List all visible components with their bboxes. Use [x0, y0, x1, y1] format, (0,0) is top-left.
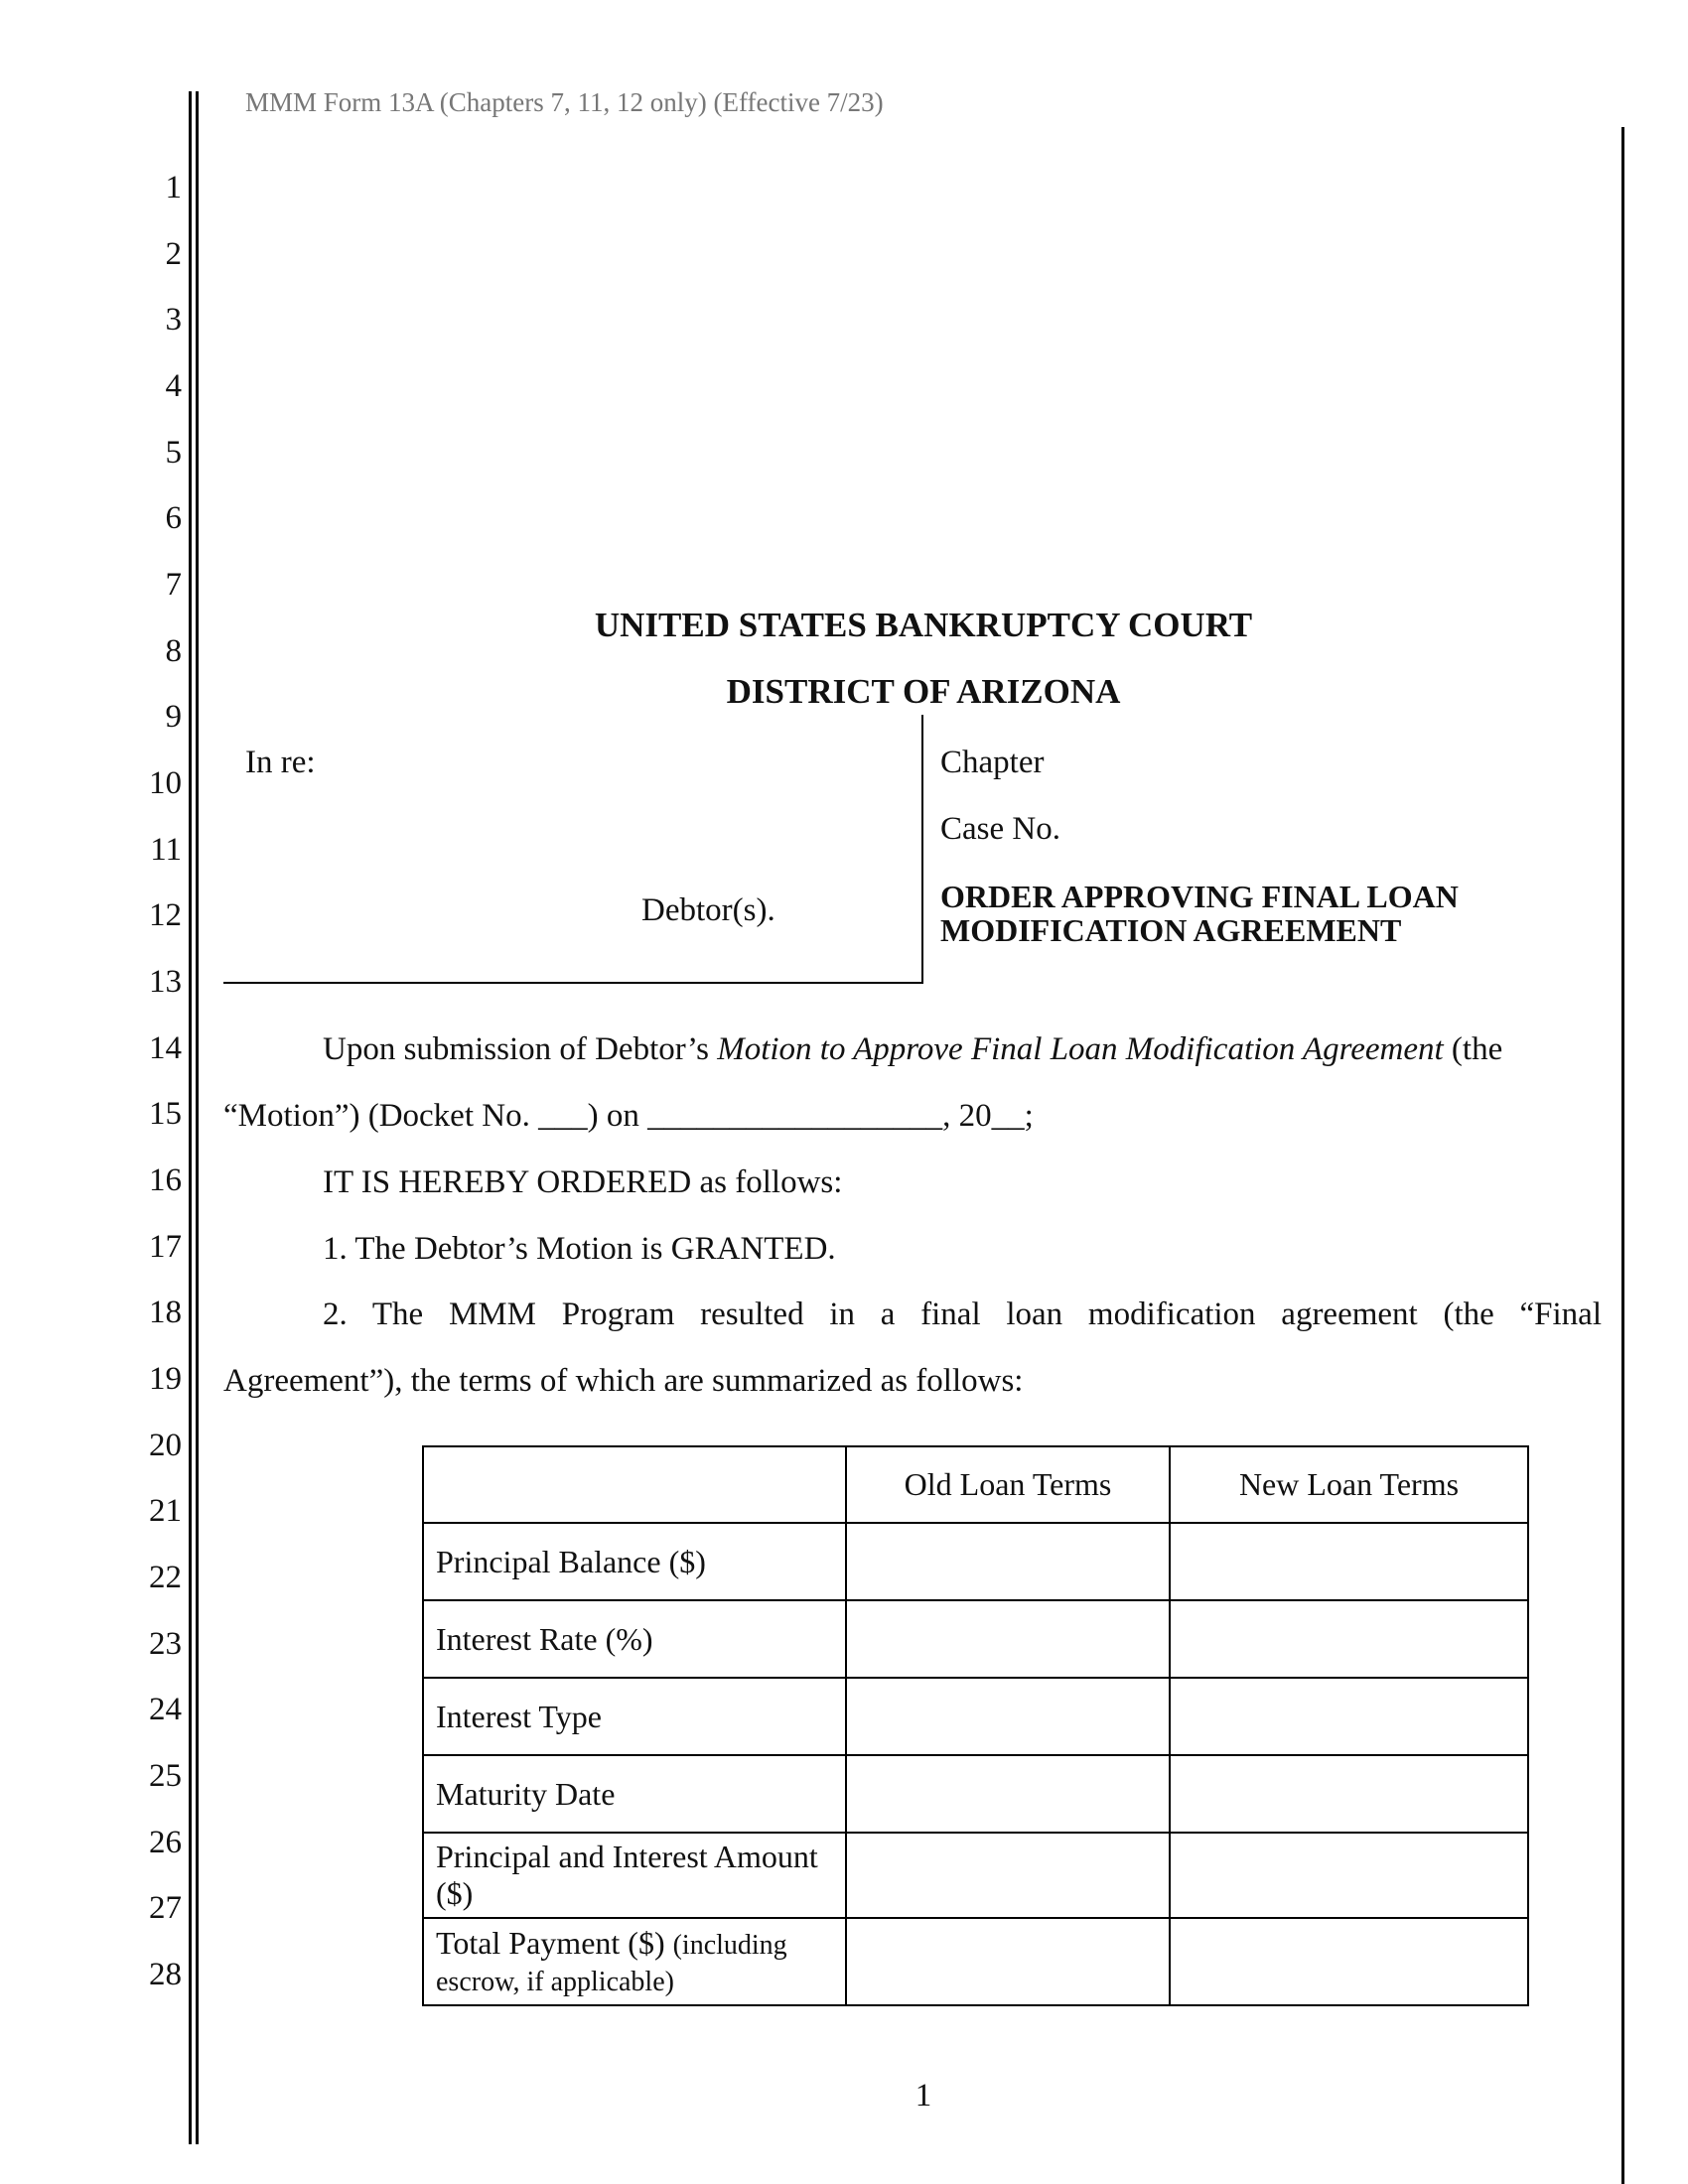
- caption-bottom-rule: [223, 982, 923, 984]
- order-item-2-line2: Agreement”), the terms of which are summarized as follows:: [223, 1363, 1024, 1399]
- ordered-heading: IT IS HEREBY ORDERED as follows:: [323, 1164, 843, 1200]
- line-number: 13: [149, 964, 182, 1000]
- line-number: 22: [149, 1560, 182, 1595]
- new-term-cell: [1170, 1523, 1528, 1600]
- table-row: [423, 1678, 1528, 1755]
- left-margin-rule-outer: [189, 91, 192, 2144]
- line-number: 3: [165, 302, 182, 338]
- loan-terms-table: [422, 1445, 1529, 2006]
- line-number: 2: [165, 236, 182, 272]
- chapter-label: Chapter: [940, 745, 1045, 780]
- debtor-label: Debtor(s).: [641, 892, 775, 928]
- old-term-cell: [846, 1523, 1170, 1600]
- motion-text: Upon submission of Debtor’s: [323, 1031, 718, 1067]
- line-number: 15: [149, 1096, 182, 1132]
- row-label: Maturity Date: [423, 1755, 846, 1833]
- new-term-cell: [1170, 1918, 1528, 2005]
- line-number: 8: [165, 633, 182, 669]
- row-label-text: Total Payment ($): [436, 1924, 665, 1961]
- table-row: [423, 1833, 1528, 1918]
- motion-paragraph-line2: “Motion”) (Docket No. ___) on __________________, 20__;: [223, 1098, 1034, 1134]
- motion-title: Motion to Approve Final Loan Modification Agreement: [717, 1031, 1444, 1067]
- line-number: 21: [149, 1493, 182, 1529]
- old-term-cell: [846, 1678, 1170, 1755]
- row-label: Interest Rate (%): [423, 1600, 846, 1678]
- line-number: 9: [165, 699, 182, 735]
- old-term-cell: [846, 1600, 1170, 1678]
- line-number: 26: [149, 1825, 182, 1860]
- row-label: Principal Balance ($): [423, 1523, 846, 1600]
- line-number: 16: [149, 1162, 182, 1198]
- motion-text: (the: [1443, 1031, 1503, 1067]
- old-term-cell: [846, 1833, 1170, 1918]
- row-label: Interest Type: [423, 1678, 846, 1755]
- new-term-cell: [1170, 1678, 1528, 1755]
- order-title: [940, 880, 1459, 947]
- case-number-label: Case No.: [940, 811, 1060, 847]
- order-title-line: ORDER APPROVING FINAL LOAN: [940, 879, 1459, 914]
- column-header-old-loan-terms: Old Loan Terms: [846, 1446, 1170, 1523]
- new-term-cell: [1170, 1833, 1528, 1918]
- line-number: 25: [149, 1758, 182, 1794]
- line-number: 4: [165, 368, 182, 404]
- line-number: 1: [165, 170, 182, 205]
- row-label: [423, 1918, 846, 2005]
- court-district: DISTRICT OF ARIZONA: [726, 672, 1121, 711]
- table-row: [423, 1523, 1528, 1600]
- table-row: [423, 1600, 1528, 1678]
- line-number: 27: [149, 1890, 182, 1926]
- old-term-cell: [846, 1755, 1170, 1833]
- page-number: 1: [914, 2078, 932, 2114]
- line-number: 14: [149, 1030, 182, 1066]
- table-row: [423, 1755, 1528, 1833]
- line-number: 24: [149, 1692, 182, 1727]
- line-number: 10: [149, 765, 182, 801]
- left-margin-rule-inner: [196, 91, 199, 2144]
- line-number: 12: [149, 897, 182, 933]
- new-term-cell: [1170, 1755, 1528, 1833]
- order-title-line: MODIFICATION AGREEMENT: [940, 912, 1402, 948]
- old-term-cell: [846, 1918, 1170, 2005]
- line-number: 5: [165, 435, 182, 471]
- form-header-note: MMM Form 13A (Chapters 7, 11, 12 only) (Effective 7/23): [245, 87, 884, 117]
- caption-vertical-rule: [921, 715, 923, 984]
- line-number: 20: [149, 1428, 182, 1463]
- order-item-2-line1: 2. The MMM Program resulted in a final loan modification agreement (the “Final: [323, 1297, 1602, 1332]
- court-name: UNITED STATES BANKRUPTCY COURT: [594, 606, 1253, 644]
- right-margin-rule: [1621, 127, 1624, 2184]
- order-item-1: 1. The Debtor’s Motion is GRANTED.: [323, 1231, 836, 1267]
- table-header-blank: [423, 1446, 846, 1523]
- line-number: 23: [149, 1626, 182, 1662]
- in-re-label: In re:: [245, 745, 316, 780]
- line-number: 17: [149, 1229, 182, 1265]
- line-number: 28: [149, 1957, 182, 1992]
- motion-paragraph-line1: [323, 1033, 1502, 1066]
- row-label-note: (including escrow, if applicable): [436, 1929, 787, 1997]
- new-term-cell: [1170, 1600, 1528, 1678]
- line-number: 18: [149, 1295, 182, 1330]
- row-label: Principal and Interest Amount ($): [423, 1833, 846, 1918]
- table-row: [423, 1918, 1528, 2005]
- line-number: 11: [150, 832, 182, 868]
- line-number: 19: [149, 1361, 182, 1397]
- table-header-row: [423, 1446, 1528, 1523]
- column-header-new-loan-terms: New Loan Terms: [1170, 1446, 1528, 1523]
- line-number: 6: [165, 500, 182, 536]
- line-number: 7: [165, 567, 182, 603]
